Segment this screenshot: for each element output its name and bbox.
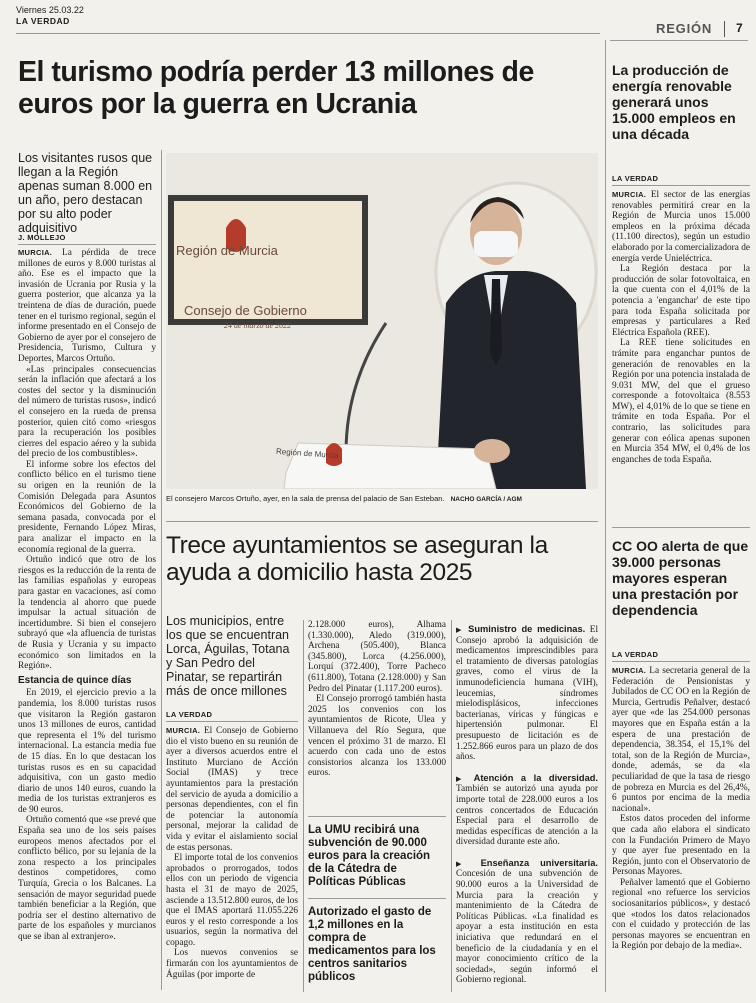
second-body-col1 xyxy=(166,726,298,980)
side2-headline: CC OO alerta de que 39.000 personas mayores esperan una prestación por dependencia xyxy=(612,538,749,618)
column-rule xyxy=(161,150,162,990)
screen-title: Región de Murcia xyxy=(176,243,278,258)
bullet-icon: ▶ xyxy=(456,774,467,783)
side2-paragraph: Peñalver lamentó que el Gobierno regional «no refuerce los servicios sociosanitarios públicos», y destacó que «todos los datos relacionados con el cuidado y protección de las personas mayores se encuentran en la Región por debajo de la media». xyxy=(612,877,750,952)
column-rule xyxy=(451,620,452,992)
issue-date: Viernes 25.03.22 xyxy=(16,5,84,15)
second-standfirst: Los municipios, entre los que se encuentran Lorca, Águilas, Totana y San Pedro del Pinatar, se repartirán más de once millones xyxy=(166,614,290,698)
screen-date: 24 de marzo de 2022 xyxy=(224,321,292,330)
side2-paragraph xyxy=(612,666,750,814)
lead-paragraph xyxy=(18,248,156,365)
side2-body xyxy=(612,666,750,952)
box-rule xyxy=(308,898,446,899)
side1-paragraph: La REE tiene solicitudes en trámite para enganchar puntos de generación de renovables en la Región por una potencia instalada de 9.031 MW, del que el grueso corresponde a fotovoltaica (8.553 MW), el 4,01% de lo que se tiene en trámite en toda España. Por el contrario, las solicitudes para generar con eólica apenas suponen en Murcia 354 MW, el 0,4% de los enganches de toda España. xyxy=(612,338,750,465)
caption-text: El consejero Marcos Ortuño, ayer, en la sala de prensa del palacio de San Esteban. xyxy=(166,494,445,503)
bullet-diversity xyxy=(456,773,598,848)
section-divider xyxy=(724,21,725,37)
lead-headline: El turismo podría perder 13 millones de euros por la guerra en Ucrania xyxy=(18,56,534,120)
lead-byline: J. MOLLEJO xyxy=(18,233,156,245)
lead-body xyxy=(18,248,156,943)
side1-byline: LA VERDAD xyxy=(612,174,750,186)
paper-name: LA VERDAD xyxy=(16,16,70,26)
lead-paragraph: Ortuño indicó que otro de los riesgos es la reducción de la renta de las familias españolas y europeas para gastar en vacaciones, así como la tendencia al ahorro que puede impulsar la actual situación de incertidumbre. Si bien el consejero subrayó que «la afluencia de turistas de Rusia y Ucrania y su impacto económico son limitados en la Región». xyxy=(18,555,156,672)
bullet-icon: ▶ xyxy=(456,626,464,634)
side1-dateline: MURCIA. xyxy=(612,190,647,199)
side1-headline: La producción de energía renovable generará unos 15.000 empleos en una década xyxy=(612,62,736,142)
second-paragraph xyxy=(166,726,298,853)
lead-subhead: Estancia de quince días xyxy=(18,674,132,686)
bullet-university xyxy=(456,858,598,986)
lead-dateline: MURCIA. xyxy=(18,248,53,257)
bullet-text: El Consejo aprobó la adquisición de medicamentos imprescindibles para el tratamiento de diversas patologías graves, como el virus de la inmunodeficiencia humana (VIH), leucemias, síndromes mielodisplásicos, infecciones bacterianas, víricas y fúngicas e hipertensión pulmonar. El presupuesto de licitación es de 1.252.866 euros para un plazo de dos años. xyxy=(456,625,599,763)
side2-byline: LA VERDAD xyxy=(612,650,750,662)
sidebar-rule xyxy=(605,40,606,992)
side2-p1: La secretaria general de la Federación de Pensionistas y Jubilados de CC OO en la Región de Murcia, Gertrudis Peñalver, destacó ayer que «de las 254.000 personas mayores que en España están a la espera de una prestación de dependencia, 38.354, el 15,1% del total, son de la Región de Murcia», donde, además, se da «la peculiaridad de que la tasa de riesgo de pobreza en Murcia es del 26,4%, 6 puntos por encima de la media nacional». xyxy=(612,666,750,814)
photo-caption xyxy=(166,494,598,503)
masthead-rule-right xyxy=(610,40,748,41)
side1-paragraph: La Región destaca por la producción de solar fotovoltaica, en la que cuenta con el 4,01% de la potencia a 'enganchar' de este tipo para toda España solicitada por empresas y particulares a Red Eléctrica Española (REE). xyxy=(612,264,750,338)
bullet-icon: ▶ xyxy=(456,859,470,868)
bullet-head: Suministro de medicinas. xyxy=(468,624,586,634)
highlight-box-umu: La UMU recibirá una subvención de 90.000 euros para la creación de la Cátedra de Políticas Públicas xyxy=(308,824,431,888)
column-rule xyxy=(303,620,304,992)
masthead-rule xyxy=(16,33,600,34)
news-photo xyxy=(166,153,598,489)
second-paragraph: El importe total de los convenios aprobados o prorrogados, todos ellos con un periodo de vigencia hasta el 31 de mayo de 2025, asciende a 13.512.800 euros, de los que el IMAS aportará 11.055.226 euros y el resto corresponde a los usuarios, según la normativa del copago. xyxy=(166,853,298,948)
bullet-head: Enseñanza universitaria. xyxy=(480,857,599,868)
second-headline: Trece ayuntamientos se aseguran la ayuda a domicilio hasta 2025 xyxy=(166,532,548,586)
section-rule xyxy=(166,521,598,522)
lead-paragraph: «Las principales consecuencias serán la inflación que afectará a los costes del sector y la disminución del número de turistas rusos», indicó el consejero en la rueda de prensa posterior, quien citó como «riesgos para la recuperación los posibles cierres del espacio aéreo y la subida del precio de los combustibles». xyxy=(18,364,156,460)
lead-standfirst: Los visitantes rusos que llegan a la Región apenas suman 8.000 en un año, pero destacan por su alto poder adquisitivo xyxy=(18,151,153,235)
bullet-text: Concesión de una subvención de 90.000 euros a la Universidad de Murcia para la creación y mantenimiento de la Cátedra de Políticas Públicas. «La finalidad es apoyar a esta institución en esta iniciativa que redundará en el beneficio de la ciudadanía y en el mayor conocimiento crítico de la sociedad», según informó el Gobierno regional. xyxy=(456,869,598,986)
bullet-medicines xyxy=(456,624,598,763)
bullet-text: También se autorizó una ayuda por importe total de 228.000 euros a los centros concertados de Educación Especial para el desarrollo de medidas específicas de atención a la diversidad durante este año. xyxy=(456,784,598,848)
photo-credit: NACHO GARCÍA / AGM xyxy=(450,496,522,503)
second-body-col2 xyxy=(308,620,446,779)
lead-paragraph: En 2019, el ejercicio previo a la pandemia, los 8.000 turistas rusos que visitaron la Región gastaron unos 13 millones de euros, cantidad que representa el 1% del turismo internacional. La estancia media fue de 15 días. En lo que destacan los turistas rusos es en su capacidad adquisitiva, con un gasto medio diario de unos 140 euros, cuando la media de los turistas extranjeros es de 90 euros. xyxy=(18,688,156,815)
side1-body xyxy=(612,190,750,465)
second-byline: LA VERDAD xyxy=(166,710,298,722)
side2-dateline: MURCIA. xyxy=(612,666,647,675)
sidebar-divider xyxy=(612,527,750,528)
screen-subtitle: Consejo de Gobierno xyxy=(184,303,307,318)
lead-paragraph: El informe sobre los efectos del conflicto bélico en el turismo tiene su origen en la reunión de la Comisión Delegada para Asuntos Económicos del Gobierno de la semana pasada, convocada por el presidente, Fernando López Miras, para analizar el impacto en la economía regional de la guerra. xyxy=(18,459,156,555)
page-number: 7 xyxy=(736,21,743,35)
lead-p1: La pérdida de trece millones de euros y 8.000 turistas al año. Ese es el impacto que la invasión de Ucrania por Rusia y la guerra posterior, que alcanza ya la treintena de días de duración, puede tener en el turismo regional, según el informe presentado en el Consejo de Gobierno de ayer por el consejero de Presidencia, Turismo, Cultura y Deportes, Marcos Ortuño. xyxy=(18,248,156,364)
section-name: REGIÓN xyxy=(656,21,713,36)
second-paragraph: 2.128.000 euros), Alhama (1.330.000), Aledo (319.000), Archena (505.400), Blanca (345.800), Lorca (4.256.000), Lorquí (372.400), Torre Pacheco (611.800), Totana (2.128.000) y San Pedro del Pinatar (1.117.200 euros). xyxy=(308,620,446,694)
second-dateline: MURCIA. xyxy=(166,726,201,735)
lectern-text: Región de Murcia xyxy=(275,446,339,461)
second-body-col3 xyxy=(456,624,598,986)
second-p1: El Consejo de Gobierno dio el visto bueno en su reunión de ayer a diversos acuerdos entre el Instituto Murciano de Acción Social (IMAS) y trece ayuntamientos para la prestación del servicio de ayuda a domicilio a personas dependientes, con el fin de potenciar la autonomía personal, mejorar la calidad de vida y evitar el aislamiento social de estas personas. xyxy=(166,726,298,853)
second-paragraph: El Consejo prorrogó también hasta 2025 los convenios con los ayuntamientos de Ricote, Ulea y Villanueva del Río Segura, que vencen el próximo 31 de marzo. El acuerdo con cada uno de estos consistorios alcanza los 133.000 euros. xyxy=(308,694,446,779)
lead-paragraph: Ortuño comentó que «se prevé que España sea uno de los seis países europeos menos afectados por el conflicto bélico, por su lejanía de la zona respecto a los principales destinos competidores, como Turquía, Grecia o los Balcanes. La sensación de mayor seguridad puede también beneficiar a la Región, que podría ser el destino alternativo de parte de los españoles y murcianos que se iban al extranjero». xyxy=(18,815,156,942)
side1-p1: El sector de las energías renovables permitirá crear en la Región de Murcia unos 15.000 empleos en la próxima década (11.100 directos), según un estudio elaborado por la comercializadora de energía verde Unieléctrica. xyxy=(612,190,750,264)
second-paragraph: Los nuevos convenios se firmarán con los ayuntamientos de Águilas (por importe de xyxy=(166,948,298,980)
bullet-head: Atención a la diversidad. xyxy=(473,772,599,783)
side1-paragraph xyxy=(612,190,750,264)
box-rule xyxy=(308,816,446,817)
side2-paragraph: Estos datos proceden del informe que cada año elabora el sindicato con la Fundación Primero de Mayo y que ayer fue presentado en la Región, junto con el Observatorio de Personas Mayores. xyxy=(612,814,750,878)
highlight-box-medicines: Autorizado el gasto de 1,2 millones en la compra de medicamentos para los centros sanitarios públicos xyxy=(308,906,436,983)
masthead xyxy=(16,5,746,35)
